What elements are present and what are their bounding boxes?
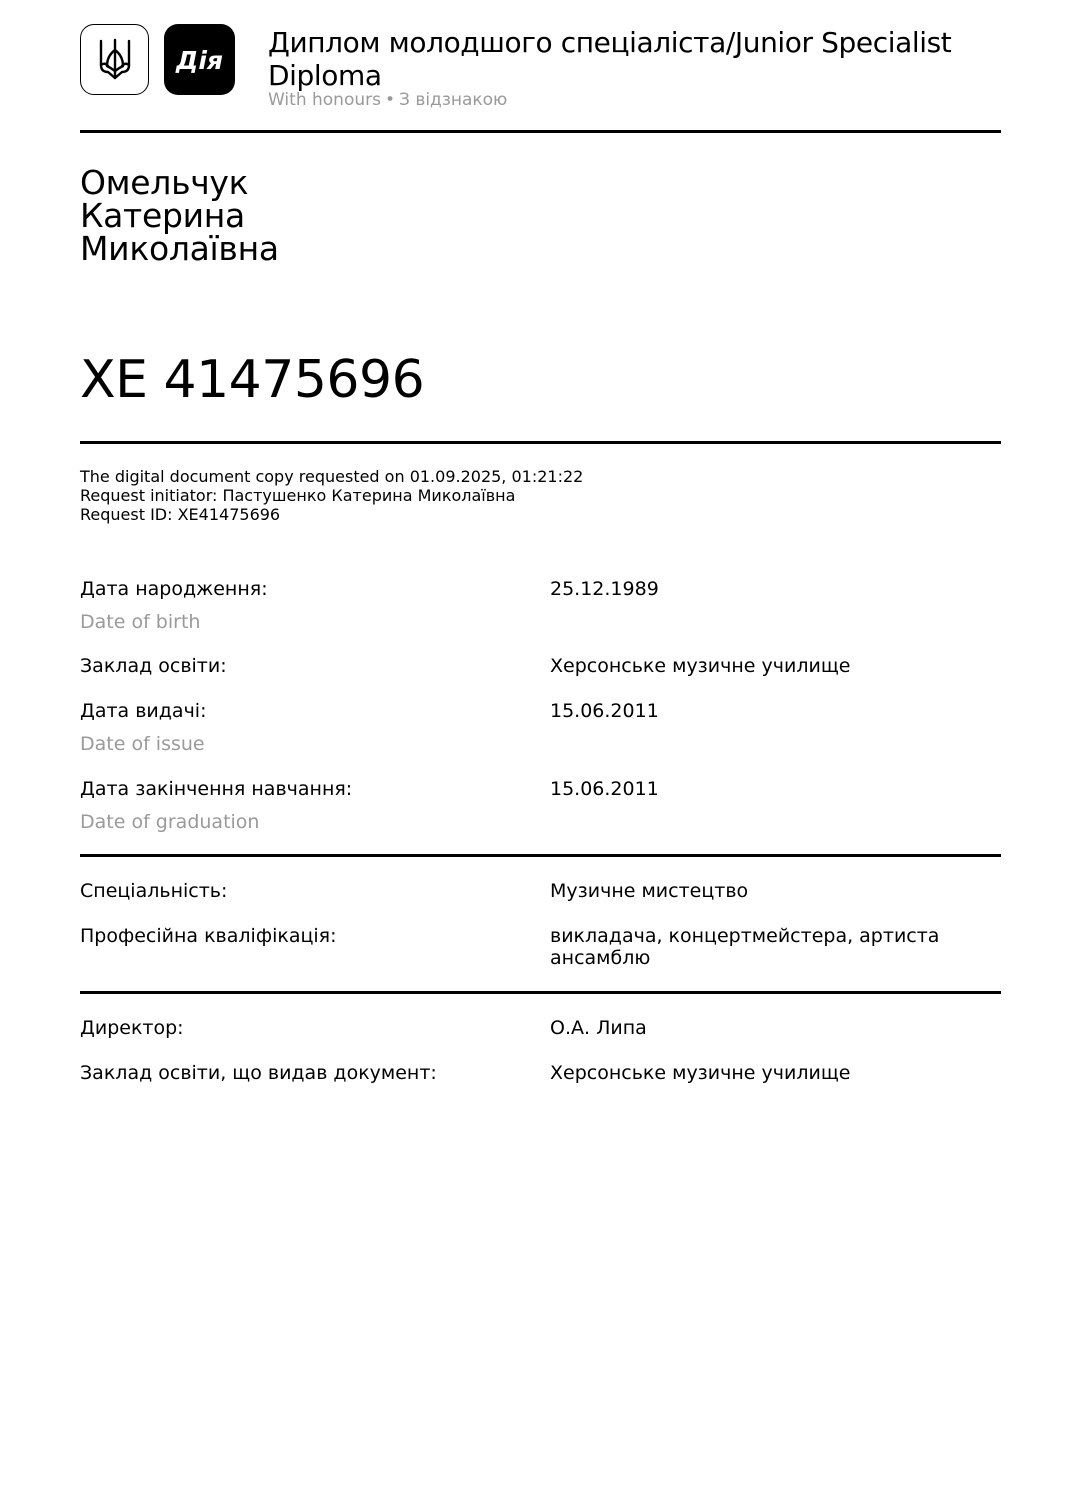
field-sublabel: Date of issue — [80, 733, 205, 755]
request-info — [80, 467, 583, 524]
field-value: Херсонське музичне училище — [550, 655, 851, 677]
subtitle-english: With honours — [268, 90, 381, 110]
field-value: 25.12.1989 — [550, 578, 659, 600]
document-title: Диплом молодшого спеціаліста/Junior Specialist Diploma — [268, 26, 952, 92]
holder-full-name — [80, 163, 279, 268]
field-label: Професійна кваліфікація: — [80, 925, 337, 947]
field-sublabel: Date of graduation — [80, 811, 260, 833]
divider-qualification — [80, 991, 1001, 994]
field-label: Дата закінчення навчання: — [80, 778, 353, 800]
field-label: Дата видачі: — [80, 700, 207, 722]
field-label: Директор: — [80, 1017, 184, 1039]
document-subtitle — [268, 90, 507, 110]
field-sublabel: Date of birth — [80, 611, 201, 633]
divider-education — [80, 854, 1001, 857]
request-initiator: Request initiator: Пастушенко Катерина Миколаївна — [80, 486, 516, 505]
field-label: Спеціальність: — [80, 880, 228, 902]
field-label: Дата народження: — [80, 578, 268, 600]
field-value: Херсонське музичне училище — [550, 1062, 851, 1084]
request-id: Request ID: XE41475696 — [80, 505, 281, 524]
diia-logo-icon — [164, 24, 235, 95]
trident-icon — [80, 24, 149, 95]
divider-header — [80, 130, 1001, 133]
field-value: 15.06.2011 — [550, 700, 659, 722]
field-label: Заклад освіти: — [80, 655, 227, 677]
subtitle-separator: • — [384, 90, 396, 110]
diia-logo-text: Дія — [176, 46, 223, 75]
field-value: 15.06.2011 — [550, 778, 659, 800]
holder-patronymic: Миколаївна — [80, 229, 279, 268]
field-label: Заклад освіти, що видав документ: — [80, 1062, 437, 1084]
field-value: О.А. Липа — [550, 1017, 647, 1039]
field-value: Музичне мистецтво — [550, 880, 749, 902]
document-number: XE 41475696 — [80, 350, 425, 410]
holder-surname: Омельчук — [80, 163, 249, 202]
request-date: The digital document copy requested on 01.09.2025, 01:21:22 — [80, 467, 584, 486]
holder-given-name: Катерина — [80, 196, 245, 235]
divider-number — [80, 441, 1001, 444]
subtitle-ukrainian: З відзнакою — [399, 90, 508, 110]
document-header — [80, 24, 1001, 114]
field-value: викладача, концертмейстера, артиста ансамблю — [550, 925, 940, 969]
